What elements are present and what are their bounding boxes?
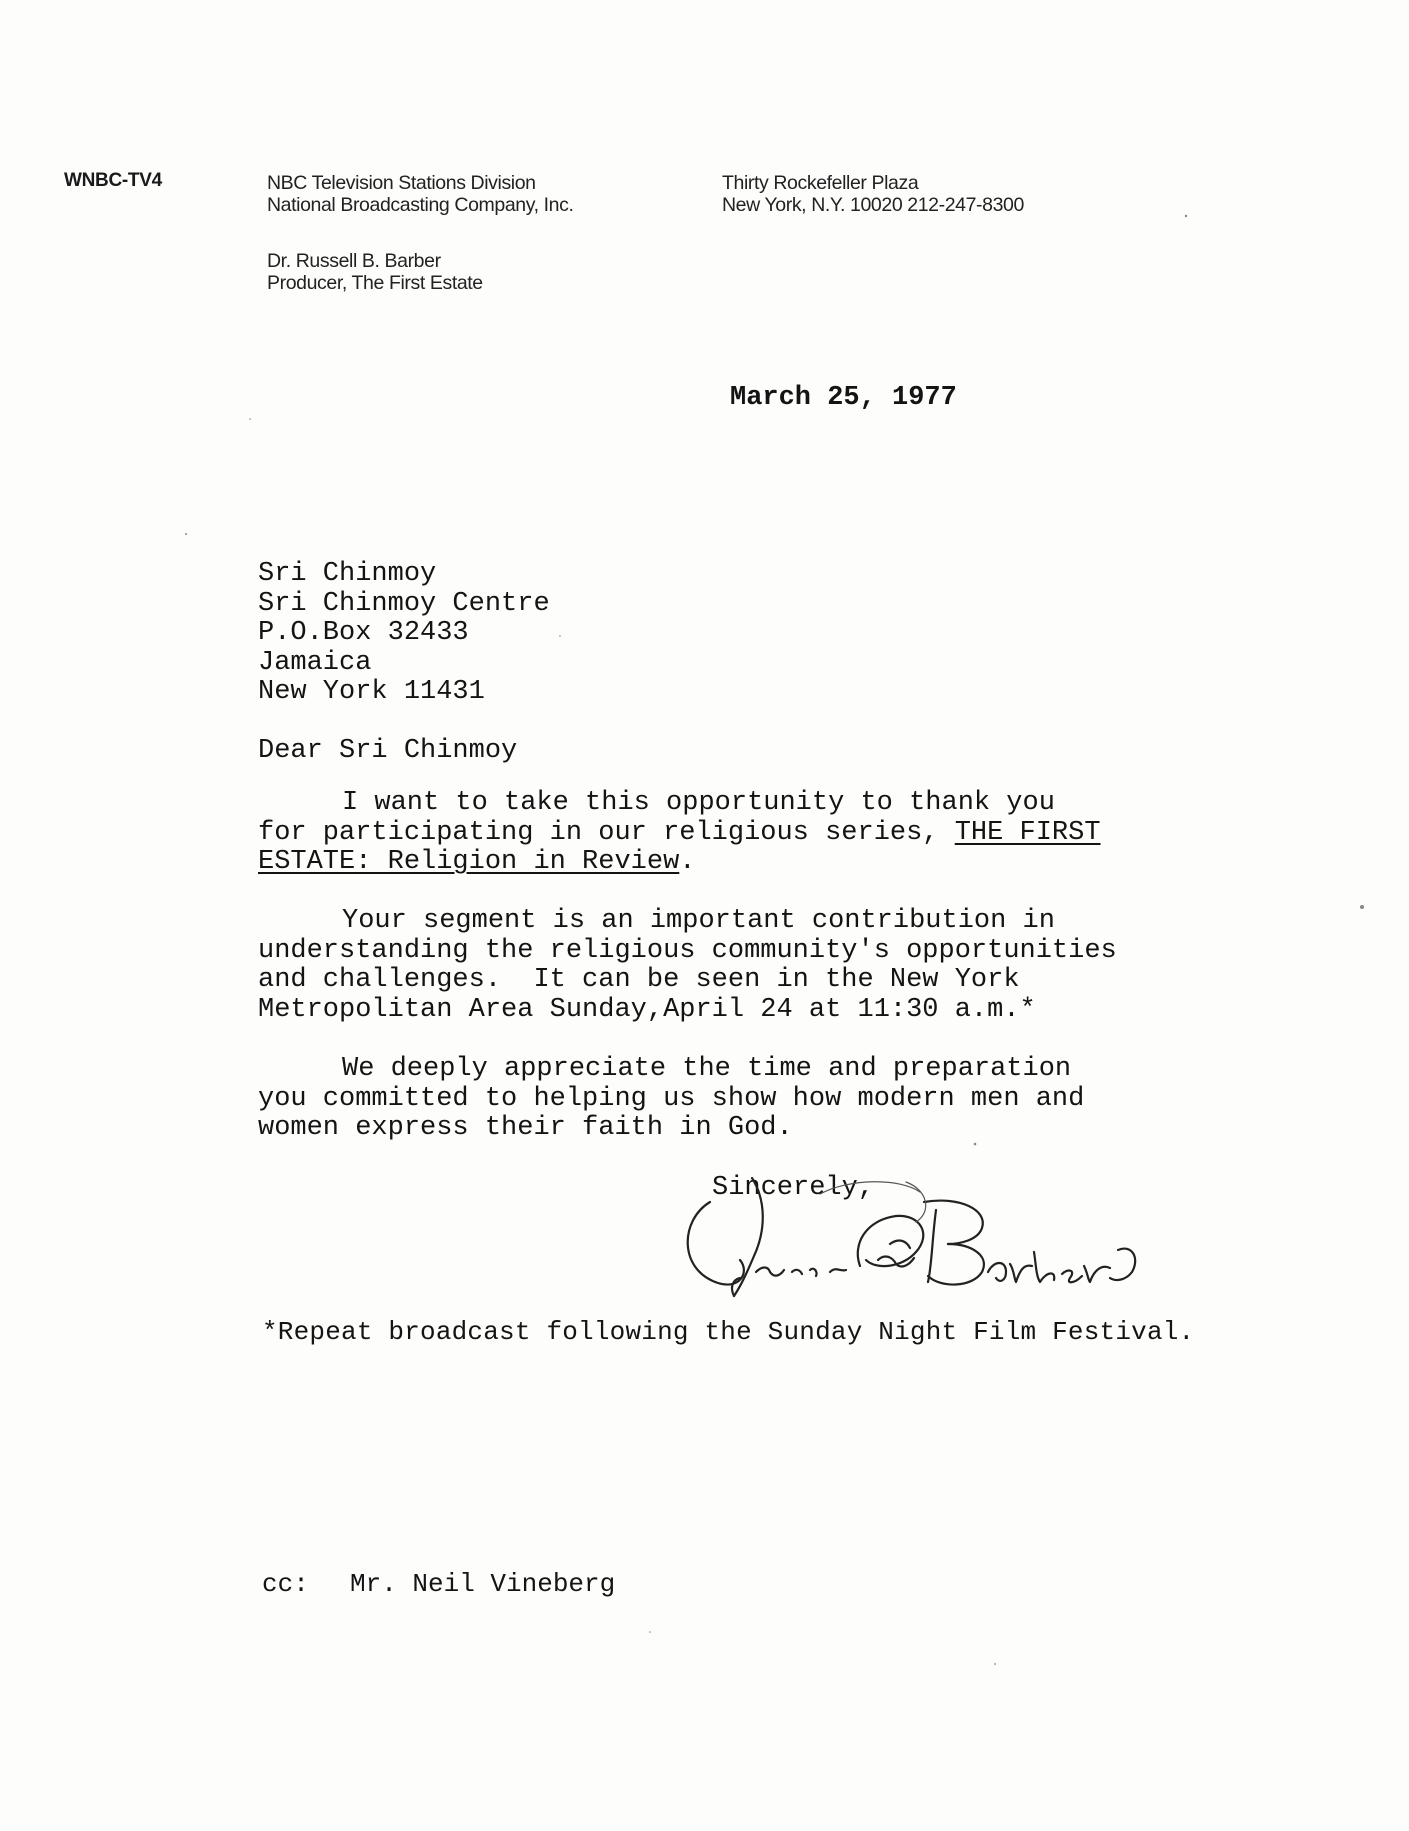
closing: Sincerely, [712,1173,875,1203]
cc-name: Mr. Neil Vineberg [350,1569,616,1599]
station-name: WNBC-TV4 [64,170,162,191]
signature-text: Barber [670,1160,673,1161]
recipient-line: P.O.Box 32433 [258,618,469,648]
address-line-2: New York, N.Y. 10020 212-247-8300 [722,194,1024,216]
paragraph-line: you committed to helping us show how modern men and [258,1083,1085,1114]
paragraph-line: and challenges. It can be seen in the New York [258,965,1020,995]
cc-label: cc: [262,1569,309,1599]
footnote: *Repeat broadcast following the Sunday Night Film Festival. [262,1317,1195,1347]
producer-title: Producer, The First Estate [267,272,483,294]
paragraph-line: ESTATE: Religion in Review. [258,847,696,877]
series-title: ESTATE: Religion in Review [258,847,680,877]
paragraph-line: for participating in our religious series, THE FIRST [258,817,1101,848]
paragraph-line: I want to take this opportunity to thank you [342,788,1055,818]
producer-name: Dr. Russell B. Barber [267,250,441,272]
recipient-line: Jamaica [258,647,372,678]
recipient-line: New York 11431 [258,677,485,707]
salutation: Dear Sri Chinmoy [258,736,518,766]
recipient-line: Sri Chinmoy [258,559,437,589]
series-title: THE FIRST [954,817,1101,848]
division-line-2: National Broadcasting Company, Inc. [267,194,574,216]
paragraph-line: Metropolitan Area Sunday,April 24 at 11:30 a.m.* [258,994,1036,1025]
paragraph-line: We deeply appreciate the time and preparation [342,1054,1072,1084]
paragraph-line: Your segment is an important contribution in [342,906,1055,936]
paragraph-line: understanding the religious community's opportunities [258,935,1117,966]
letter-date: March 25, 1977 [730,383,957,413]
paragraph-line: women express their faith in God. [258,1113,793,1143]
address-line-1: Thirty Rockefeller Plaza [722,172,919,194]
division-line-1: NBC Television Stations Division [267,172,536,194]
recipient-line: Sri Chinmoy Centre [258,588,550,619]
